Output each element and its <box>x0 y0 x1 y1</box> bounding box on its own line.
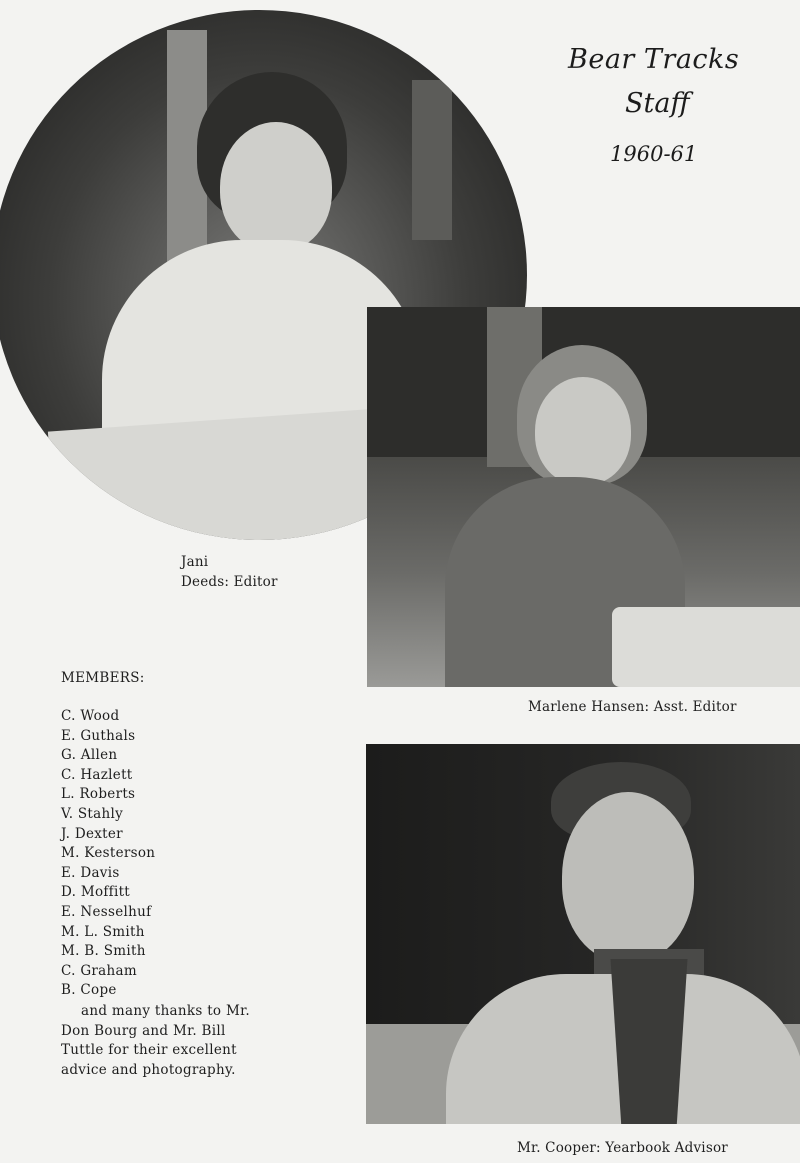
photo-subject-face <box>535 377 631 485</box>
member-name: L. Roberts <box>61 786 136 803</box>
asst-editor-caption: Marlene Hansen: Asst. Editor <box>528 699 737 715</box>
thanks-line: Tuttle for their excellent <box>61 1042 237 1059</box>
member-name: C. Wood <box>61 708 120 724</box>
thanks-line: and many thanks to Mr. <box>81 1003 250 1019</box>
advisor-photo <box>366 744 800 1124</box>
member-name: D. Moffitt <box>61 884 131 901</box>
members-heading: MEMBERS: <box>61 670 145 686</box>
photo-papers <box>48 409 386 540</box>
member-name: E. Davis <box>61 864 120 881</box>
member-name: C. Graham <box>61 962 137 979</box>
editor-caption <box>181 552 278 592</box>
member-name: B. Cope <box>61 982 117 999</box>
member-name: M. Kesterson <box>61 845 156 862</box>
photo-background-window <box>412 80 452 240</box>
asst-editor-photo <box>367 307 800 687</box>
member-name: J. Dexter <box>61 825 123 842</box>
photo-subject-face <box>220 122 332 252</box>
member-name: E. Guthals <box>61 727 136 744</box>
page-subtitle: Staff <box>625 88 690 119</box>
member-name: V. Stahly <box>61 805 124 822</box>
thanks-line: Don Bourg and Mr. Bill <box>61 1022 226 1039</box>
member-name: E. Nesselhuf <box>61 903 152 920</box>
photo-subject-face <box>562 792 694 962</box>
member-name: G. Allen <box>61 747 118 764</box>
member-name: C. Hazlett <box>61 766 133 783</box>
editor-caption-first: Jani <box>181 554 209 570</box>
thanks-note <box>61 1002 261 1080</box>
photo-typewriter <box>612 607 800 687</box>
page-title: Bear Tracks <box>568 44 740 75</box>
advisor-caption: Mr. Cooper: Yearbook Advisor <box>517 1140 728 1156</box>
editor-caption-second: Deeds: Editor <box>181 574 278 590</box>
page-year: 1960-61 <box>610 142 698 166</box>
member-name: M. B. Smith <box>61 943 146 960</box>
members-list <box>61 707 155 1001</box>
member-name: M. L. Smith <box>61 923 145 940</box>
thanks-line: advice and photography. <box>61 1061 236 1078</box>
